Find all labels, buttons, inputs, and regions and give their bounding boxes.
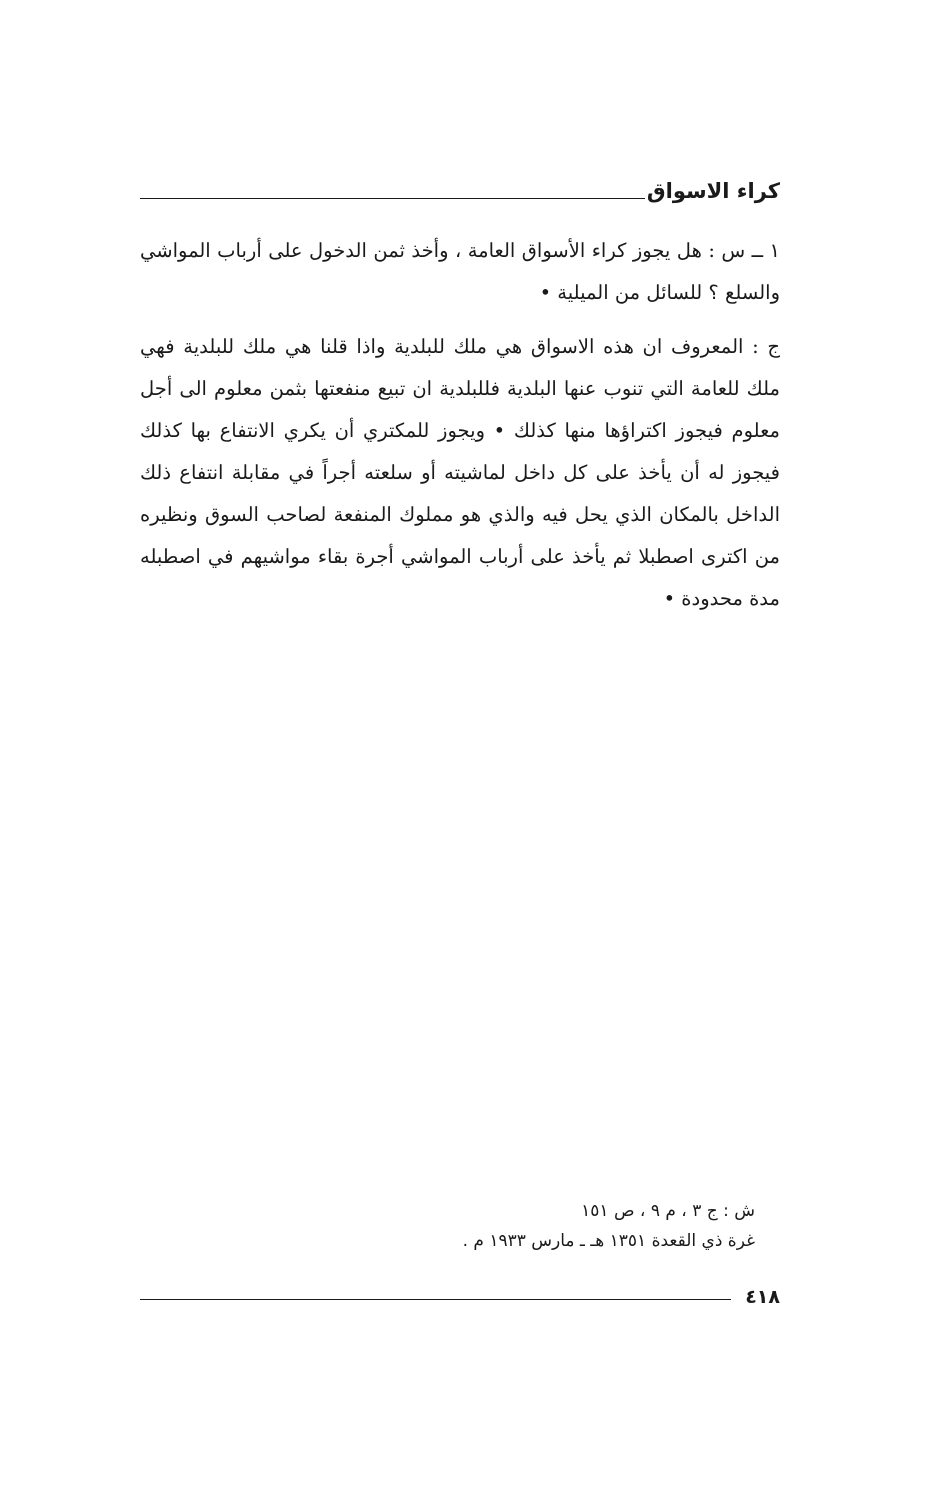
header-rule bbox=[140, 198, 645, 199]
page-number: ٤١٨ bbox=[745, 1286, 780, 1308]
body-text bbox=[140, 230, 780, 620]
chapter-title: كراء الاسواق bbox=[646, 179, 780, 203]
page-footer bbox=[140, 1282, 780, 1312]
source-citation: ش : ج ٣ ، م ٩ ، ص ١٥١ bbox=[581, 1201, 755, 1221]
source-reference bbox=[280, 1196, 755, 1256]
page-header bbox=[140, 170, 780, 202]
footer-rule bbox=[140, 1299, 731, 1300]
question-paragraph: ١ ــ س : هل يجوز كراء الأسواق العامة ، وأخذ ثمن الدخول على أرباب المواشي والسلع ؟ للسائل من الميلية • bbox=[140, 239, 780, 304]
answer-paragraph: ج : المعروف ان هذه الاسواق هي ملك للبلدية واذا قلنا هي ملك للبلدية فهي ملك للعامة التي تنوب عنها البلدية فللبلدية ان تبيع منفعتها بثمن معلوم الى أجل معلوم فيجوز اكتراؤها منها كذلك • ويجوز للمكتري أن يكري الانتفاع بها كذلك فيجوز له أن يأخذ على كل داخل لماشيته أو سلعته أجراً في مقابلة انتفاع ذلك الداخل بالمكان الذي يحل فيه والذي هو مملوك المنفعة لصاحب السوق ونظيره من اكترى اصطبلا ثم يأخذ على أرباب المواشي أجرة بقاء مواشيهم في اصطبله مدة محدودة • bbox=[140, 335, 780, 610]
source-date: غرة ذي القعدة ١٣٥١ هـ ـ مارس ١٩٣٣ م . bbox=[462, 1231, 755, 1251]
